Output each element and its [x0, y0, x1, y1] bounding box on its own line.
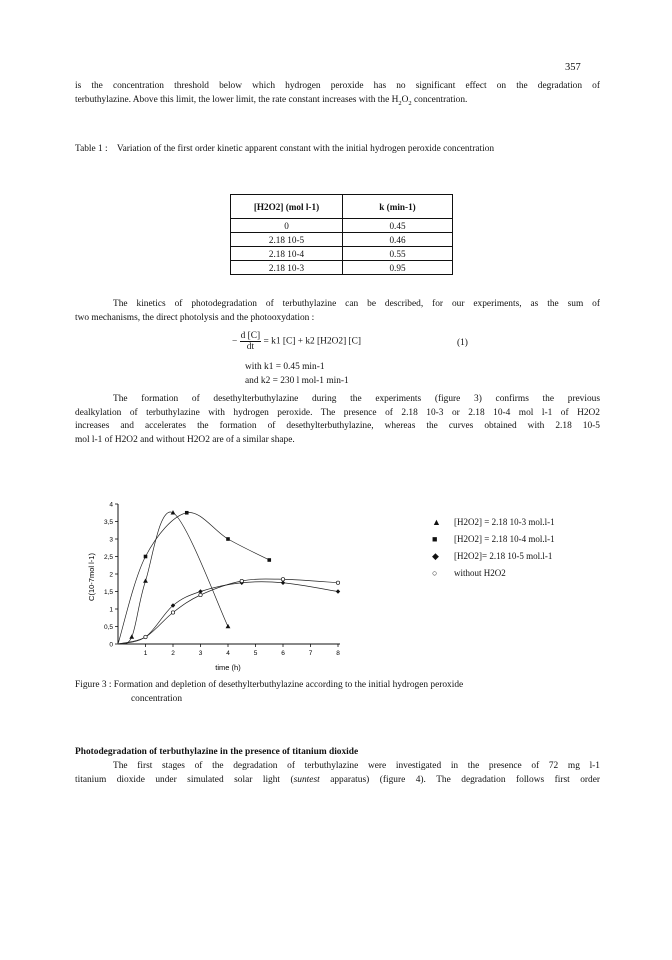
table-cell-k: 0.46: [343, 233, 453, 247]
paragraph-3-line-3: increases and accelerates the formation of desethylterbuthylazine, whereas the curves obtained with 2.18 10-5: [75, 421, 600, 431]
y-tick-label: 2: [109, 571, 113, 579]
kinetics-table: [230, 194, 453, 275]
paragraph-1-line-1: is the concentration threshold below which hydrogen peroxide has no significant effect on the degradation of: [75, 81, 600, 91]
diamond-point: [336, 589, 340, 593]
triangle-point: [129, 634, 134, 638]
paragraph-2: [75, 298, 600, 325]
paragraph-4-line-2-text: titanium dioxide under simulated solar light (: [75, 774, 294, 785]
series-line: [118, 582, 338, 644]
paragraph-2-line-2: two mechanisms, the direct photolysis and the photooxydation :: [75, 312, 315, 323]
table-cell-k: 0.45: [343, 219, 453, 233]
y-tick-label: 2,5: [103, 554, 113, 561]
circle-point: [240, 579, 243, 582]
x-tick-label: 7: [308, 650, 313, 657]
figure-caption: [75, 679, 605, 706]
legend-item: [432, 531, 555, 548]
y-tick-label: 1: [109, 606, 113, 614]
paragraph-3-line-1: The formation of desethylterbuthylazine during the experiments (figure 3) confirms the previous: [113, 394, 600, 404]
paragraph-1-line-2: [75, 94, 600, 108]
table-header-k: k (min-1): [343, 195, 453, 219]
series-line: [118, 512, 269, 644]
y-tick-label: 0,5: [103, 624, 113, 631]
table-cell-k: 0.55: [343, 247, 453, 261]
y-tick-label: 3,5: [103, 519, 113, 526]
table-row: [231, 233, 453, 247]
x-tick-label: 6: [281, 650, 285, 657]
x-tick-label: 2: [171, 650, 175, 657]
fraction-denominator: dt: [246, 342, 255, 352]
k1-definition: with k1 = 0.45 min-1: [245, 362, 325, 372]
paragraph-1-line-2-end: concentration.: [411, 94, 468, 105]
derivative-fraction: [240, 331, 262, 352]
square-marker-icon: ■: [432, 534, 438, 544]
circle-point: [199, 593, 202, 596]
square-point: [267, 558, 271, 562]
section-heading: Photodegradation of terbuthylazine in the presence of titanium dioxide: [75, 747, 359, 757]
subscript: 2: [408, 99, 412, 107]
table-header-concentration: [H2O2] (mol l-1): [231, 195, 343, 219]
table-cell-concentration: 2.18 10-5: [231, 233, 343, 247]
equation-rhs: = k1 [C] + k2 [H2O2] [C]: [263, 336, 362, 347]
diamond-marker-icon: ◆: [432, 551, 439, 561]
y-tick-label: 3: [109, 536, 113, 544]
figure-3-chart: [80, 492, 370, 674]
paragraph-1-line-2-text: terbuthylazine. Above this limit, the lower limit, the rate constant increases with the H: [75, 94, 399, 105]
paragraph-4-line-2-end: apparatus) (figure 4). The degradation follows first order: [319, 774, 600, 785]
equation-number: (1): [457, 338, 468, 348]
page-number: 357: [565, 62, 581, 73]
chart-legend: [432, 514, 555, 582]
y-tick-label: 1,5: [103, 589, 113, 596]
x-tick-label: 5: [253, 650, 258, 657]
triangle-marker-icon: ▲: [432, 517, 441, 527]
paragraph-3-line-4: mol l-1 of H2O2 and without H2O2 are of a similar shape.: [75, 434, 295, 445]
series-line: [118, 512, 228, 644]
x-tick-label: 8: [336, 650, 340, 657]
minus-sign: −: [232, 336, 240, 347]
legend-label: [H2O2]= 2.18 10-5 mol.l-1: [454, 551, 553, 561]
paragraph-4: [75, 760, 600, 787]
legend-item: [432, 565, 555, 582]
x-axis-label: time (h): [215, 663, 241, 672]
table-cell-k: 0.95: [343, 261, 453, 275]
square-point: [226, 537, 230, 541]
x-tick-label: 4: [226, 650, 230, 657]
square-point: [185, 511, 189, 515]
triangle-point: [226, 624, 231, 628]
paragraph-1: [75, 80, 600, 107]
legend-label: [H2O2] = 2.18 10-3 mol.l-1: [454, 517, 555, 527]
y-tick-label: 4: [109, 501, 113, 509]
figure-caption-line-2: concentration: [131, 693, 183, 704]
legend-item: [432, 548, 555, 565]
table-row: [231, 247, 453, 261]
circle-point: [281, 578, 284, 581]
paragraph-3: [75, 393, 600, 447]
legend-label: without H2O2: [454, 568, 506, 578]
paragraph-2-line-1: The kinetics of photodegradation of terbuthylazine can be described, for our experiments, as the sum of: [113, 299, 600, 309]
k2-definition: and k2 = 230 l mol-1 min-1: [245, 376, 349, 386]
suntest-italic: suntest: [293, 774, 320, 785]
legend-label: [H2O2] = 2.18 10-4 mol.l-1: [454, 534, 555, 544]
table-cell-concentration: 2.18 10-4: [231, 247, 343, 261]
table-row: [231, 219, 453, 233]
series-line: [118, 579, 338, 644]
x-tick-label: 1: [143, 650, 148, 657]
triangle-point: [143, 578, 148, 582]
legend-item: [432, 514, 555, 531]
table-cell-concentration: 2.18 10-3: [231, 261, 343, 275]
circle-marker-icon: ○: [432, 568, 438, 578]
y-axis-label: C(10-7mol l-1): [87, 553, 96, 601]
circle-point: [336, 581, 339, 584]
subscript: 2: [398, 99, 402, 107]
y-tick-label: 0: [109, 641, 113, 649]
figure-caption-line-1: Figure 3 : Formation and depletion of desethylterbuthylazine according to the initial hydrogen peroxide: [75, 680, 464, 690]
table-row: [231, 261, 453, 275]
equation-1: [232, 331, 361, 352]
x-tick-label: 3: [198, 650, 203, 657]
circle-point: [144, 635, 147, 638]
paragraph-4-line-1: The first stages of the degradation of terbuthylazine were investigated in the presence of 72 mg l-1: [113, 761, 600, 771]
table-caption: Table 1 : Variation of the first order kinetic apparent constant with the initial hydrogen peroxide concentration: [75, 144, 495, 154]
paragraph-3-line-2: dealkylation of terbuthylazine with hydrogen peroxide. The presence of 2.18 10-3 or 2.18 10-4 mol l-1 of H2O2: [75, 407, 600, 418]
table-cell-concentration: 0: [231, 219, 343, 233]
fraction-numerator: d [C]: [240, 331, 261, 341]
table-header-row: [231, 195, 453, 219]
circle-point: [171, 611, 174, 614]
paragraph-1-line-2-o: O: [401, 94, 409, 105]
square-point: [144, 555, 148, 559]
paragraph-4-line-2: [75, 774, 600, 788]
